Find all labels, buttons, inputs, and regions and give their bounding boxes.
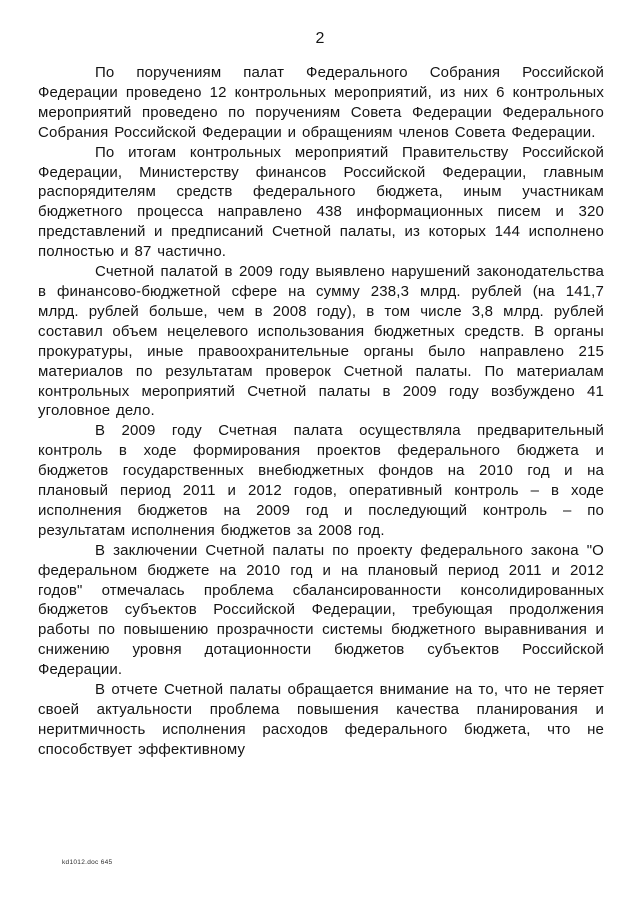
paragraph: В 2009 году Счетная палата осуществляла предварительный контроль в ходе формирования проектов федерального бюджета и бюджетов государственных внебюджетных фондов на 2010 год и на плановый период 2011 и 2012 годов, оперативный контроль – в ходе исполнения бюджетов на 2009 год и последующий контроль – по результатам исполнения бюджетов за 2008 год. (38, 422, 604, 539)
paragraph: Счетной палатой в 2009 году выявлено нарушений законодательства в финансово-бюджетной сфере на сумму 238,3 млрд. рублей (на 141,7 млрд. рублей больше, чем в 2008 году), в том числе 3,8 млрд. рублей составил объем нецелевого использования бюджетных средств. В органы прокуратуры, иные правоохранительные органы было направлено 215 материалов по результатам проверок Счетной палаты. По материалам контрольных мероприятий Счетной палаты в 2009 году возбуждено 41 уголовное дело. (38, 263, 604, 420)
paragraph: По поручениям палат Федерального Собрания Российской Федерации проведено 12 контрольных мероприятий, из них 6 контрольных мероприятий проведено по поручениям Совета Федерации Федерального Собрания Российской Федерации и обращениям членов Совета Федерации. (38, 64, 604, 141)
document-body (38, 63, 604, 760)
paragraph: В заключении Счетной палаты по проекту федерального закона "О федеральном бюджете на 2010 год и на плановый период 2011 и 2012 годов" отмечалась проблема сбалансированности консолидированных бюджетов субъектов Российской Федерации, требующая продолжения работы по повышению прозрачности системы бюджетного выравнивания и снижению уровня дотационности бюджетов субъектов Российской Федерации. (38, 541, 604, 679)
page-number: 2 (315, 30, 325, 47)
footer-filename-note: kd1012.doc 645 (62, 859, 113, 866)
paragraph: По итогам контрольных мероприятий Правительству Российской Федерации, Министерству финансов Российской Федерации, главным распорядителям средств федерального бюджета, иным участникам бюджетного процесса направлено 438 информационных писем и 320 представлений и предписаний Счетной палаты, из которых 144 исполнено полностью и 87 частично. (38, 143, 604, 261)
paragraph: В отчете Счетной палаты обращается внимание на то, что не теряет своей актуальности проблема повышения качества планирования и неритмичность исполнения расходов федерального бюджета, что не способствует эффективному (38, 681, 604, 758)
